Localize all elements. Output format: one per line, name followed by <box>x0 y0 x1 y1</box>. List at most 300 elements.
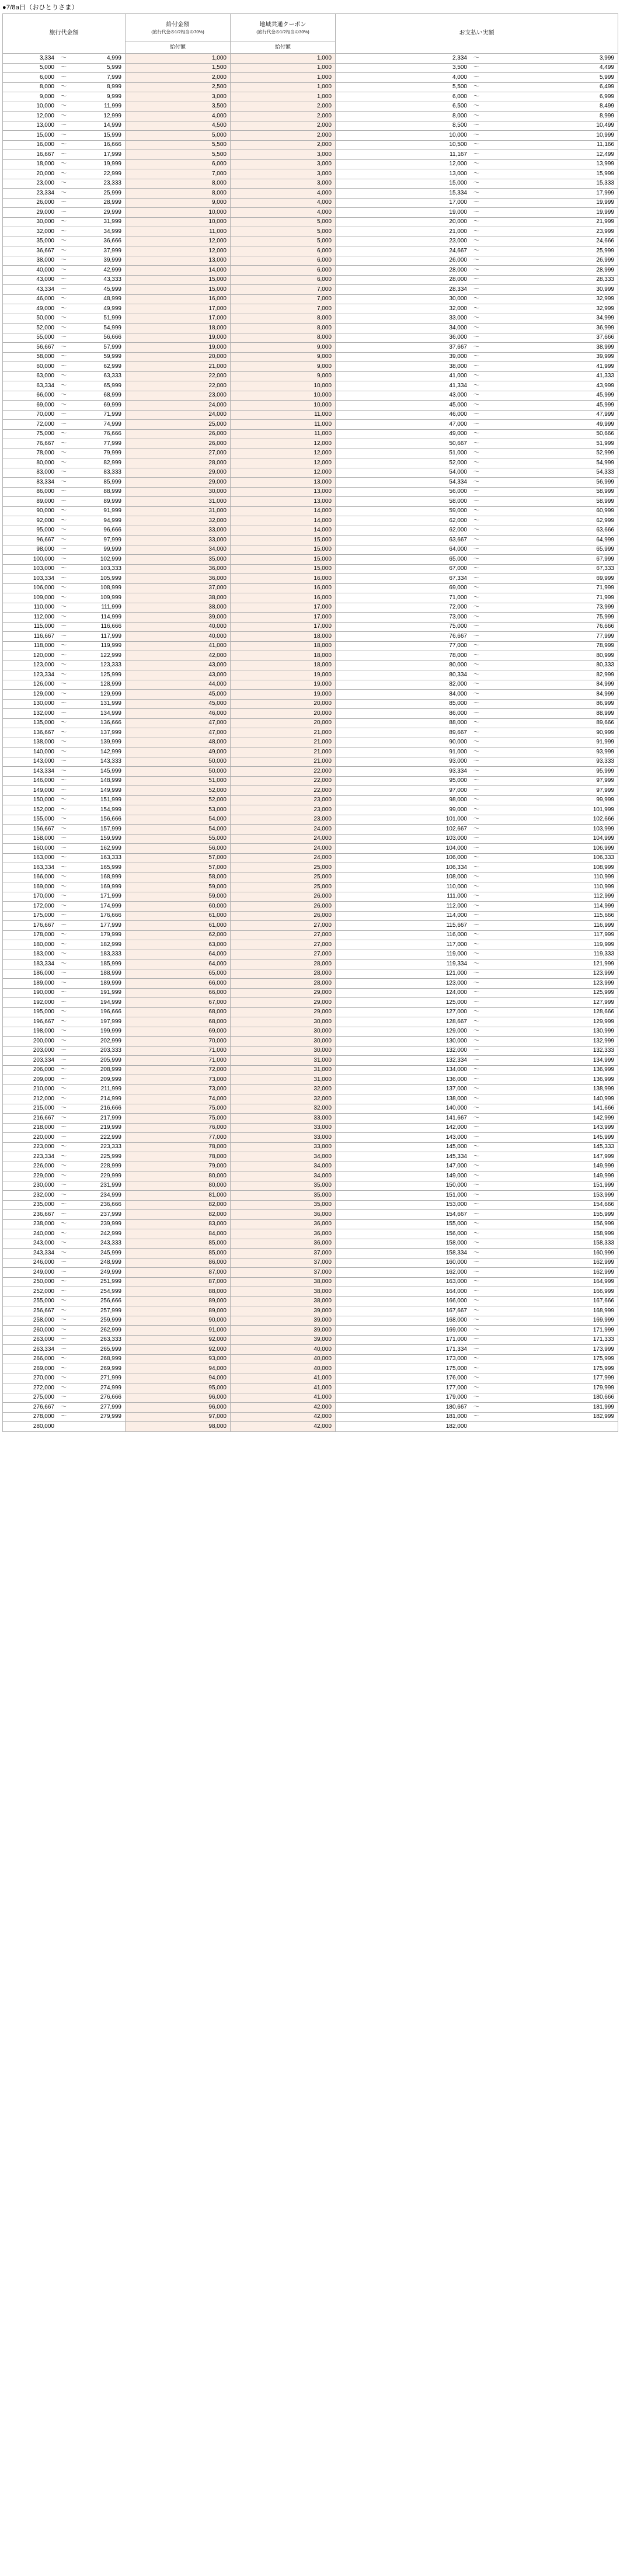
cell-payment-range <box>336 844 618 854</box>
range-separator: 〜 <box>61 315 67 322</box>
cell-payment-range <box>336 487 618 497</box>
cell-travel-fee-low: 60,000 <box>36 363 54 370</box>
cell-payment-low: 150,000 <box>445 1182 467 1189</box>
cell-benefit-amount: 59,000 <box>126 882 231 892</box>
range-separator: 〜 <box>61 238 67 245</box>
cell-travel-fee-high: 202,999 <box>100 1037 121 1044</box>
cell-payment-range <box>336 1171 618 1181</box>
cell-travel-fee-high: 12,999 <box>103 112 121 119</box>
cell-travel-fee-high: 174,999 <box>100 902 121 909</box>
cell-travel-fee-low: 189,000 <box>33 979 54 986</box>
range-separator: 〜 <box>473 324 479 331</box>
cell-travel-fee-low: 15,000 <box>36 131 54 138</box>
cell-travel-fee-range <box>3 82 126 92</box>
range-separator: 〜 <box>61 296 67 303</box>
range-separator: 〜 <box>473 180 479 187</box>
cell-payment-range <box>336 863 618 873</box>
range-separator: 〜 <box>473 922 479 929</box>
cell-payment-range <box>336 1027 618 1037</box>
cell-benefit-amount: 61,000 <box>126 921 231 931</box>
cell-benefit-amount: 92,000 <box>126 1335 231 1345</box>
cell-travel-fee-high: 189,999 <box>100 979 121 986</box>
cell-payment-low: 12,000 <box>449 161 467 168</box>
cell-payment-low: 36,000 <box>449 334 467 341</box>
range-separator: 〜 <box>61 1394 67 1401</box>
cell-travel-fee-low: 172,000 <box>33 902 54 909</box>
cell-travel-fee-high: 237,999 <box>100 1211 121 1218</box>
cell-payment-low: 52,000 <box>449 459 467 466</box>
range-separator: 〜 <box>61 690 67 697</box>
cell-payment-range <box>336 545 618 555</box>
cell-benefit-amount: 56,000 <box>126 844 231 854</box>
cell-payment-high: 143,999 <box>593 1124 614 1131</box>
cell-coupon-amount: 5,000 <box>231 237 336 246</box>
cell-payment-range <box>336 1383 618 1393</box>
cell-benefit-amount: 91,000 <box>126 1326 231 1336</box>
cell-benefit-amount: 41,000 <box>126 641 231 651</box>
cell-benefit-amount: 83,000 <box>126 1219 231 1229</box>
range-separator: 〜 <box>473 507 479 514</box>
range-separator: 〜 <box>473 931 479 938</box>
cell-payment-range <box>336 1037 618 1047</box>
table-row <box>3 449 618 458</box>
cell-travel-fee-range <box>3 988 126 998</box>
cell-travel-fee-high: 159,999 <box>100 835 121 842</box>
cell-payment-range <box>336 776 618 786</box>
cell-travel-fee-high: 129,999 <box>100 690 121 697</box>
cell-payment-range <box>336 1191 618 1201</box>
cell-payment-high: 123,999 <box>593 970 614 977</box>
cell-travel-fee-low: 40,000 <box>36 266 54 273</box>
cell-payment-low: 116,000 <box>446 931 467 938</box>
range-separator: 〜 <box>61 604 67 611</box>
cell-travel-fee-high: 131,999 <box>100 700 121 707</box>
cell-payment-low: 84,000 <box>449 690 467 697</box>
table-row <box>3 1075 618 1085</box>
cell-travel-fee-low: 223,000 <box>33 1143 54 1150</box>
cell-travel-fee-high: 188,999 <box>100 970 121 977</box>
cell-payment-high: 45,999 <box>596 392 614 399</box>
cell-payment-high: 63,666 <box>596 527 614 534</box>
cell-travel-fee-low: 186,000 <box>33 970 54 977</box>
cell-payment-low: 80,334 <box>449 671 467 678</box>
cell-payment-range <box>336 324 618 333</box>
cell-payment-low: 28,334 <box>449 286 467 293</box>
table-row <box>3 1296 618 1306</box>
range-separator: 〜 <box>473 613 479 620</box>
cell-coupon-amount: 26,000 <box>231 911 336 921</box>
table-row <box>3 738 618 748</box>
cell-travel-fee-range <box>3 159 126 169</box>
cell-benefit-amount: 6,000 <box>126 159 231 169</box>
range-separator: 〜 <box>473 729 479 736</box>
cell-travel-fee-high: 8,999 <box>106 84 121 91</box>
cell-coupon-amount: 1,000 <box>231 54 336 64</box>
cell-payment-low: 130,000 <box>445 1037 467 1044</box>
cell-travel-fee-range <box>3 1258 126 1268</box>
cell-payment-low: 95,000 <box>449 777 467 784</box>
range-separator: 〜 <box>473 999 479 1006</box>
cell-coupon-amount: 22,000 <box>231 776 336 786</box>
cell-travel-fee-low: 256,667 <box>33 1307 54 1314</box>
range-separator: 〜 <box>473 420 479 427</box>
range-separator: 〜 <box>473 343 479 350</box>
cell-travel-fee-high: 122,999 <box>100 652 121 659</box>
range-separator: 〜 <box>61 180 67 187</box>
cell-travel-fee-high: 56,666 <box>103 334 121 341</box>
range-separator: 〜 <box>473 141 479 148</box>
cell-benefit-amount: 4,500 <box>126 121 231 131</box>
cell-payment-low: 142,000 <box>445 1124 467 1131</box>
cell-travel-fee-low: 112,000 <box>33 613 54 620</box>
cell-payment-low: 39,000 <box>449 353 467 360</box>
cell-coupon-amount: 15,000 <box>231 564 336 574</box>
cell-payment-range <box>336 1354 618 1364</box>
cell-benefit-amount: 49,000 <box>126 748 231 757</box>
cell-payment-high: 145,999 <box>593 1134 614 1141</box>
cell-benefit-amount: 61,000 <box>126 911 231 921</box>
range-separator: 〜 <box>61 912 67 919</box>
range-separator: 〜 <box>473 555 479 562</box>
range-separator: 〜 <box>61 103 67 110</box>
cell-payment-high: 101,999 <box>593 806 614 813</box>
cell-travel-fee-low: 6,000 <box>39 74 54 81</box>
col-header-benefit-label: 給付金額 <box>166 22 190 29</box>
cell-payment-range <box>336 1403 618 1413</box>
table-row <box>3 1364 618 1374</box>
table-row <box>3 73 618 83</box>
cell-payment-high: 3,999 <box>599 54 614 61</box>
table-row <box>3 1210 618 1220</box>
cell-coupon-amount: 16,000 <box>231 593 336 603</box>
table-row <box>3 960 618 969</box>
cell-travel-fee-high: 171,999 <box>100 893 121 900</box>
cell-payment-low: 32,000 <box>449 305 467 312</box>
cell-benefit-amount: 27,000 <box>126 449 231 458</box>
cell-travel-fee-low: 35,000 <box>36 238 54 245</box>
cell-travel-fee-low: 115,000 <box>33 623 54 630</box>
cell-benefit-amount: 22,000 <box>126 381 231 391</box>
cell-benefit-amount: 80,000 <box>126 1181 231 1191</box>
cell-coupon-amount: 23,000 <box>231 815 336 825</box>
cell-benefit-amount: 94,000 <box>126 1364 231 1374</box>
cell-travel-fee-high: 185,999 <box>100 960 121 967</box>
range-separator: 〜 <box>61 1056 67 1063</box>
cell-coupon-amount: 7,000 <box>231 304 336 314</box>
cell-payment-low: 128,667 <box>445 1018 467 1025</box>
table-row <box>3 1306 618 1316</box>
cell-coupon-amount: 30,000 <box>231 1027 336 1037</box>
cell-travel-fee-high: 22,999 <box>103 170 121 177</box>
cell-travel-fee-low: 215,000 <box>33 1105 54 1112</box>
table-row <box>3 748 618 757</box>
cell-payment-low: 43,000 <box>449 392 467 399</box>
cell-travel-fee-range <box>3 169 126 179</box>
cell-travel-fee-low: 143,000 <box>33 758 54 765</box>
cell-payment-high: 160,999 <box>593 1249 614 1256</box>
range-separator: 〜 <box>61 161 67 168</box>
cell-travel-fee-high: 229,999 <box>100 1172 121 1179</box>
cell-payment-low: 175,000 <box>445 1365 467 1372</box>
table-row <box>3 112 618 121</box>
cell-payment-high: 151,999 <box>593 1182 614 1189</box>
cell-coupon-amount: 27,000 <box>231 930 336 940</box>
range-separator: 〜 <box>61 1134 67 1141</box>
cell-travel-fee-range <box>3 391 126 401</box>
table-row <box>3 237 618 246</box>
range-separator: 〜 <box>61 1346 67 1353</box>
cell-payment-range <box>336 304 618 314</box>
table-row <box>3 1393 618 1403</box>
cell-benefit-amount: 5,500 <box>126 140 231 150</box>
cell-payment-range <box>336 1219 618 1229</box>
cell-travel-fee-high: 125,999 <box>100 671 121 678</box>
cell-travel-fee-low: 169,000 <box>33 883 54 890</box>
table-row <box>3 362 618 372</box>
cell-travel-fee-high: 225,999 <box>100 1153 121 1160</box>
cell-travel-fee-low: 89,000 <box>36 498 54 505</box>
cell-travel-fee-range <box>3 545 126 555</box>
range-separator: 〜 <box>473 1307 479 1314</box>
range-separator: 〜 <box>473 411 479 418</box>
range-separator: 〜 <box>473 488 479 495</box>
cell-travel-fee-high: 228,999 <box>100 1163 121 1170</box>
range-separator: 〜 <box>473 392 479 399</box>
cell-travel-fee-range <box>3 1364 126 1374</box>
cell-travel-fee-high: 9,999 <box>106 93 121 100</box>
cell-travel-fee-high: 54,999 <box>103 324 121 331</box>
cell-travel-fee-range <box>3 439 126 449</box>
cell-payment-range <box>336 159 618 169</box>
cell-coupon-amount: 38,000 <box>231 1277 336 1287</box>
range-separator: 〜 <box>473 979 479 986</box>
cell-travel-fee-range <box>3 738 126 748</box>
cell-payment-range <box>336 593 618 603</box>
cell-coupon-amount: 7,000 <box>231 294 336 304</box>
table-row <box>3 198 618 208</box>
cell-travel-fee-low: 272,000 <box>33 1384 54 1391</box>
table-row <box>3 324 618 333</box>
range-separator: 〜 <box>473 642 479 649</box>
cell-benefit-amount: 55,000 <box>126 834 231 844</box>
cell-travel-fee-high: 139,999 <box>100 739 121 746</box>
table-row <box>3 1422 618 1432</box>
table-row <box>3 670 618 680</box>
cell-payment-high: 104,999 <box>593 835 614 842</box>
cell-payment-high: 10,999 <box>596 131 614 138</box>
cell-travel-fee-range <box>3 112 126 121</box>
cell-travel-fee-low: 260,000 <box>33 1326 54 1333</box>
cell-payment-low: 149,000 <box>445 1172 467 1179</box>
range-separator: 〜 <box>61 1191 67 1198</box>
cell-payment-high: 155,999 <box>593 1211 614 1218</box>
cell-travel-fee-high: 163,333 <box>100 854 121 861</box>
cell-payment-range <box>336 767 618 777</box>
range-separator: 〜 <box>61 931 67 938</box>
table-row <box>3 131 618 141</box>
cell-coupon-amount: 5,000 <box>231 227 336 237</box>
cell-coupon-amount: 11,000 <box>231 429 336 439</box>
cell-payment-range <box>336 1326 618 1336</box>
table-row <box>3 536 618 545</box>
cell-travel-fee-range <box>3 381 126 391</box>
cell-payment-low: 132,334 <box>445 1056 467 1063</box>
range-separator: 〜 <box>61 305 67 312</box>
range-separator: 〜 <box>473 208 479 215</box>
cell-travel-fee-range <box>3 352 126 362</box>
cell-travel-fee-range <box>3 892 126 902</box>
table-row <box>3 902 618 912</box>
cell-payment-high: 147,999 <box>593 1153 614 1160</box>
cell-payment-low: 80,000 <box>449 662 467 669</box>
cell-payment-high: 6,999 <box>599 93 614 100</box>
cell-payment-high: 23,999 <box>596 228 614 235</box>
range-separator: 〜 <box>61 758 67 765</box>
cell-payment-low: 89,667 <box>449 729 467 736</box>
col-header-payment: お支払い実額 <box>336 14 618 54</box>
cell-travel-fee-low: 146,000 <box>33 777 54 784</box>
cell-travel-fee-high: 205,999 <box>100 1056 121 1063</box>
cell-coupon-amount: 21,000 <box>231 748 336 757</box>
cell-payment-high: 181,999 <box>593 1403 614 1410</box>
cell-travel-fee-high: 57,999 <box>103 343 121 350</box>
cell-travel-fee-low: 263,000 <box>33 1336 54 1343</box>
cell-payment-range <box>336 1162 618 1171</box>
cell-coupon-amount: 37,000 <box>231 1258 336 1268</box>
cell-travel-fee-low: 66,000 <box>36 392 54 399</box>
table-row <box>3 352 618 362</box>
cell-benefit-amount: 46,000 <box>126 709 231 719</box>
range-separator: 〜 <box>473 1028 479 1035</box>
cell-travel-fee-range <box>3 699 126 709</box>
cell-travel-fee-low: 180,000 <box>33 941 54 948</box>
range-separator: 〜 <box>473 767 479 774</box>
cell-coupon-amount: 40,000 <box>231 1345 336 1355</box>
cell-travel-fee-low: 210,000 <box>33 1086 54 1093</box>
cell-coupon-amount: 41,000 <box>231 1383 336 1393</box>
range-separator: 〜 <box>473 854 479 861</box>
cell-payment-low: 158,000 <box>445 1240 467 1247</box>
cell-travel-fee-range <box>3 1200 126 1210</box>
table-row <box>3 872 618 882</box>
range-separator: 〜 <box>61 459 67 466</box>
col-header-travel-fee: 旅行代金額 <box>3 14 126 54</box>
cell-payment-range <box>336 1287 618 1297</box>
cell-payment-high: 47,999 <box>596 411 614 418</box>
range-separator: 〜 <box>473 64 479 71</box>
range-separator: 〜 <box>61 1076 67 1083</box>
cell-coupon-amount: 19,000 <box>231 670 336 680</box>
cell-payment-high: 140,999 <box>593 1095 614 1102</box>
cell-travel-fee-high: 268,999 <box>100 1355 121 1362</box>
cell-payment-low: 106,334 <box>445 864 467 871</box>
cell-travel-fee-high: 208,999 <box>100 1066 121 1073</box>
cell-payment-high: 21,999 <box>596 218 614 225</box>
cell-payment-high: 13,999 <box>596 161 614 168</box>
cell-payment-low: 34,000 <box>449 324 467 331</box>
cell-travel-fee-range <box>3 718 126 728</box>
range-separator: 〜 <box>61 1028 67 1035</box>
cell-benefit-amount: 37,000 <box>126 583 231 593</box>
range-separator: 〜 <box>61 1240 67 1247</box>
cell-travel-fee-high: 83,333 <box>103 469 121 476</box>
cell-coupon-amount: 36,000 <box>231 1239 336 1249</box>
cell-coupon-amount: 17,000 <box>231 613 336 623</box>
cell-payment-low: 138,000 <box>445 1095 467 1102</box>
cell-payment-high: 54,999 <box>596 459 614 466</box>
range-separator: 〜 <box>473 170 479 177</box>
cell-travel-fee-high: 211,999 <box>100 1086 121 1093</box>
cell-travel-fee-low: 20,000 <box>36 170 54 177</box>
range-separator: 〜 <box>61 883 67 890</box>
range-separator: 〜 <box>473 652 479 659</box>
cell-payment-high: 71,999 <box>596 585 614 592</box>
cell-coupon-amount: 9,000 <box>231 352 336 362</box>
cell-benefit-amount: 66,000 <box>126 988 231 998</box>
cell-payment-range <box>336 1335 618 1345</box>
cell-payment-range <box>336 497 618 507</box>
range-separator: 〜 <box>61 1298 67 1305</box>
table-row <box>3 1412 618 1422</box>
cell-travel-fee-high: 25,999 <box>103 189 121 196</box>
range-separator: 〜 <box>473 373 479 380</box>
range-separator: 〜 <box>473 1317 479 1324</box>
table-row <box>3 1249 618 1259</box>
cell-travel-fee-range <box>3 102 126 112</box>
range-separator: 〜 <box>61 729 67 736</box>
range-separator: 〜 <box>61 1047 67 1054</box>
cell-travel-fee-range <box>3 304 126 314</box>
cell-payment-high: 117,999 <box>593 931 614 938</box>
cell-travel-fee-low: 278,000 <box>33 1413 54 1420</box>
table-row <box>3 574 618 584</box>
range-separator: 〜 <box>61 1259 67 1266</box>
cell-benefit-amount: 68,000 <box>126 1007 231 1017</box>
cell-benefit-amount: 3,500 <box>126 102 231 112</box>
cell-travel-fee-high: 145,999 <box>100 767 121 774</box>
table-row <box>3 468 618 478</box>
cell-travel-fee-low: 238,000 <box>33 1221 54 1228</box>
cell-travel-fee-high: 49,999 <box>103 305 121 312</box>
cell-benefit-amount: 38,000 <box>126 603 231 613</box>
cell-payment-range <box>336 574 618 584</box>
table-row <box>3 1065 618 1075</box>
table-row <box>3 1133 618 1143</box>
range-separator: 〜 <box>61 816 67 823</box>
range-separator: 〜 <box>61 806 67 813</box>
cell-travel-fee-range <box>3 1181 126 1191</box>
cell-travel-fee-low: 69,000 <box>36 401 54 408</box>
cell-payment-low: 88,000 <box>449 719 467 726</box>
table-row <box>3 343 618 353</box>
cell-payment-low: 33,000 <box>449 315 467 322</box>
cell-payment-range <box>336 1249 618 1259</box>
cell-payment-high: 103,999 <box>593 825 614 832</box>
cell-coupon-amount: 5,000 <box>231 217 336 227</box>
cell-payment-range <box>336 1345 618 1355</box>
range-separator: 〜 <box>473 787 479 794</box>
cell-coupon-amount: 35,000 <box>231 1181 336 1191</box>
range-separator: 〜 <box>473 161 479 168</box>
cell-travel-fee-low: 250,000 <box>33 1278 54 1285</box>
cell-benefit-amount: 47,000 <box>126 718 231 728</box>
cell-payment-range <box>336 526 618 536</box>
table-row <box>3 1219 618 1229</box>
range-separator: 〜 <box>473 1346 479 1353</box>
range-separator: 〜 <box>473 1240 479 1247</box>
cell-payment-low: 54,334 <box>449 478 467 485</box>
table-row <box>3 381 618 391</box>
